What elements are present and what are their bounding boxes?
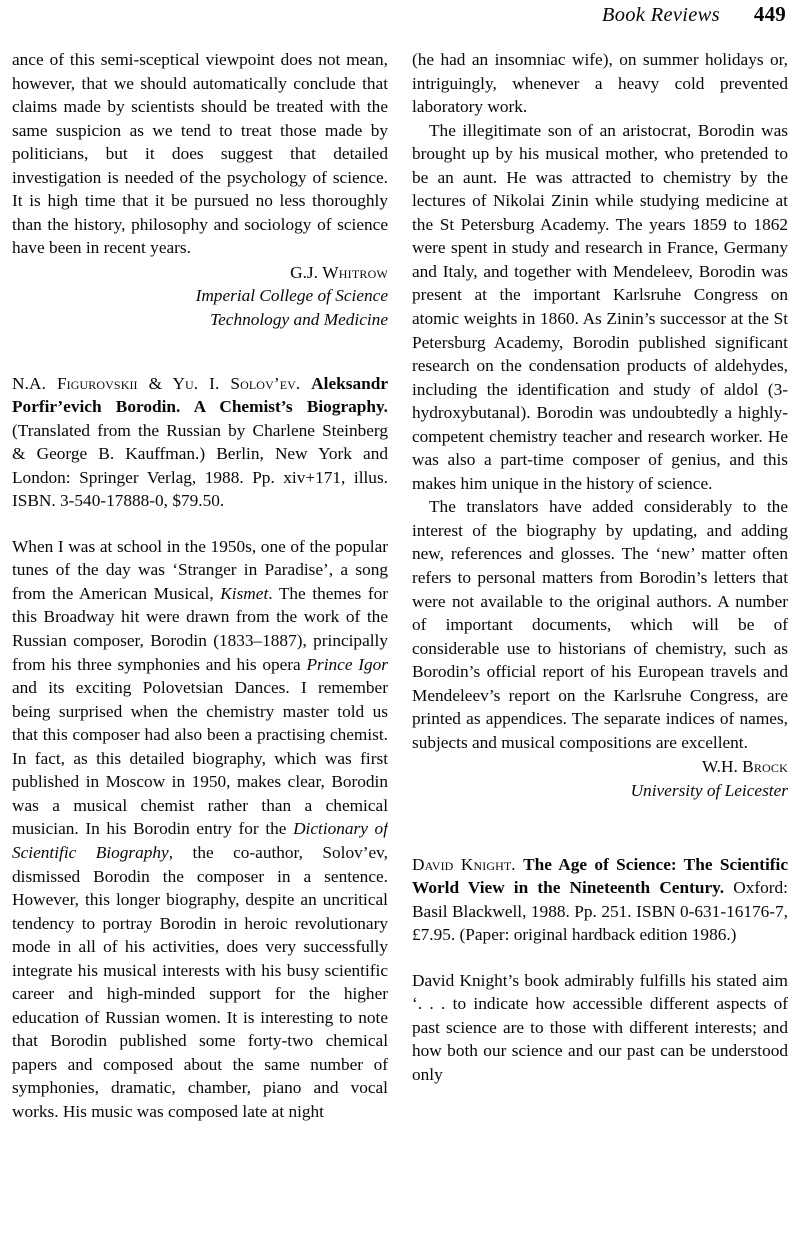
- work-title-prince-igor: Prince Igor: [306, 654, 388, 674]
- review-2-paragraph-2: The illegitimate son of an aristocrat, Borodin was brought up by his musical mother, who pretended to be an aunt. He was attracted to chemistry by the lectures of Nikolai Zinin while studying medicine at the St Petersburg Academy. The years 1859 to 1862 were spent in study and research in France, Germany and Italy, and together with Mendeleev, Borodin was present at the important Karlsruhe Congress on atomic weights in 1860. As Zinin’s successor at the St Petersburg Academy, Borodin published significant research on the condensation products of aldehydes, including the identification and study of aldol (3-hydroxybutanal). Borodin was undoubtedly a highly-competent chemistry teacher and research worker. He was also a part-time composer of genius, and this makes him unique in the history of science.: [412, 120, 788, 493]
- right-column: [412, 48, 788, 1254]
- book-entry-2-imprint: Oxford: Basil Blackwell, 1988. Pp. 251. ISBN 0-631-16176-7, £7.95. (Paper: original hardback edition 1986.): [412, 878, 788, 945]
- page-number: 449: [753, 2, 786, 26]
- review-paragraph-continuation: ance of this semi-sceptical viewpoint does not mean, however, that we should automatically conclude that claims made by scientists should be treated with the same suspicion as we tend to treat those made by politicians, but it does suggest that detailed investigation is needed of the psychology of science. It is high time that it be pursued no less thoroughly than the history, philosophy and sociology of science have been in recent years.: [12, 50, 388, 258]
- reviewer-initials: G.J.: [290, 262, 323, 282]
- book-entry-2-authors: David Knight.: [412, 854, 516, 874]
- review-2-text-a: When I was at school in the 1950s, one of the popular tunes of the day was ‘Stranger in Paradise’, a song from the American Musical,: [12, 536, 388, 603]
- reviewer-affiliation-line-2: Technology and Medicine: [210, 310, 388, 330]
- reviewer-signature-1: [12, 261, 388, 332]
- reviewer-affiliation-line-1: Imperial College of Science: [195, 286, 388, 306]
- review-2-paragraph-1: [12, 535, 388, 1124]
- book-entry-2: [412, 853, 788, 947]
- reviewer-surname-2: Brock: [742, 757, 788, 777]
- book-entry-1: [12, 372, 388, 513]
- work-title-dictionary-of-scientific-biography: Dictionary of Scientific Biography: [12, 819, 388, 862]
- running-head: [12, 2, 786, 32]
- reviewer-surname: Whitrow: [322, 262, 388, 282]
- reviewer-name-1: [12, 261, 388, 285]
- work-title-kismet: Kismet: [220, 583, 269, 603]
- left-column: [12, 48, 388, 1254]
- reviewer-name-2: [412, 755, 788, 779]
- reviewer-affiliation-2: University of Leicester: [630, 780, 788, 800]
- two-column-body: [12, 48, 788, 1254]
- review-2-text-d: , the co-author, Solov’ev, dismissed Borodin the composer in a sentence. However, this longer biography, despite an uncritical tendency to portray Borodin in heroic revolutionary mode in all of his activities, does very successfully integrate his musical interests with his busy scientific career and high-minded support for the higher education of Russian women. It is interesting to note that Borodin published some forty-two chemical papers and composed about the same number of symphonies, dramatic, chamber, piano and vocal works. His music was composed late at night: [12, 842, 388, 1121]
- book-entry-1-title: Aleksandr Porfir’evich Borodin. A Chemist’s Biography.: [12, 373, 388, 417]
- reviewer-signature-2: [412, 755, 788, 802]
- review-3-paragraph-1: David Knight’s book admirably fulfills his stated aim ‘. . . to indicate how accessible different aspects of past science are to those with different interests; and how both our science and our past can be understood only: [412, 970, 788, 1084]
- book-entry-1-imprint: (Translated from the Russian by Charlene Steinberg & George B. Kauffman.) Berlin, New York and London: Springer Verlag, 1988. Pp. xiv+171, illus. ISBN. 3-540-17888-0, $79.50.: [12, 420, 388, 511]
- reviewer-initials-2: W.H.: [701, 757, 743, 777]
- review-2-text-c: and its exciting Polovetsian Dances. I remember being surprised when the chemistry master told us that this composer had also been a practising chemist. In fact, as this detailed biography, which was first published in Moscow in 1950, makes clear, Borodin was a musical chemist rather than a chemical musician. In his Borodin entry for the: [12, 678, 388, 839]
- running-head-title: Book Reviews: [601, 4, 720, 26]
- book-entry-2-title: The Age of Science: The Scientific World View in the Nineteenth Century.: [412, 854, 788, 898]
- review-2-paragraph-3: The translators have added considerably to the interest of the biography by updating, and adding new, references and glosses. The ‘new’ matter often refers to personal matters from Borodin’s letters that were not available to the original authors. A number of important documents, which will be of considerable use to historians of chemistry, such as Borodin’s official report of his European travels and Mendeleev’s report on the Karlsruhe Congress, are printed as appendices. The separate indices of names, subjects and musical compositions are excellent.: [412, 497, 788, 752]
- review-2-text-b: . The themes for this Broadway hit were drawn from the work of the Russian composer, Borodin (1833–1887), principally from his three symphonies and his opera: [12, 583, 388, 674]
- review-2-paragraph-1-continued: (he had an insomniac wife), on summer holidays or, intriguingly, whenever a heavy cold prevented laboratory work.: [412, 50, 788, 117]
- book-entry-1-authors: N.A. Figurovskii & Yu. I. Solov’ev.: [12, 373, 301, 393]
